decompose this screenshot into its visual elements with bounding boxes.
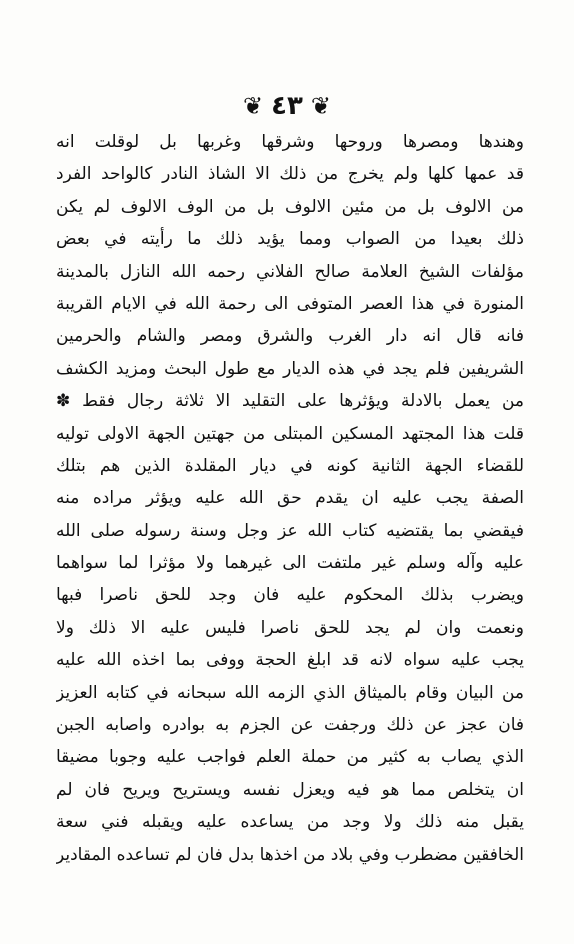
left-ornament-icon: ❦ [243, 92, 264, 120]
text-line: فان عجز عن ذلك ورجفت عن الجزم به بوادره واصابه الجبن [56, 715, 524, 736]
page-header [0, 88, 574, 124]
text-line: مؤلفات الشيخ العلامة صالح الفلاني رحمه الله النازل بالمدينة [56, 261, 524, 282]
text-line: ذلك بعيدا من الصواب ومما يؤيد ذلك ما رأيته في بعض [56, 229, 524, 250]
text-line: قلت هذا المجتهد المسكين المبتلى من جهتين الجهة الاولى توليه [56, 423, 524, 444]
text-line: المنورة في هذا العصر المتوفى الى رحمة الله في الايام القريبة [56, 293, 524, 314]
text-line: وهندها ومصرها وروحها وشرقها وغربها بل لوقلت انه [56, 132, 524, 152]
text-line: ان يتخلص مما هو فيه ويعزل نفسه ويستريح ويريح فان لم [56, 779, 524, 800]
text-line: من البيان وقام بالميثاق الذي الزمه الله سبحانه في كتابه العزيز [56, 682, 524, 703]
page-number: ٤٣ [271, 91, 303, 121]
text-line: الخافقين مضطرب وفي بلاد من اخذها بدل فان لم تساعده المقادير [56, 844, 524, 865]
text-line: للقضاء الجهة الثانية كونه في ديار المقلدة الذين هم بتلك [56, 455, 524, 476]
text-line: من الالوف بل من مئين الالوف بل من الوف الالوف لم يكن [56, 196, 524, 217]
text-line: ويضرب بذلك المحكوم عليه فان وجد للحق ناصرا فبها [56, 585, 524, 606]
text-line: فانه قال انه دار الغرب والشرق ومصر والشام والحرمين [56, 326, 524, 347]
text-line: يقبل منه ذلك ولا وجد من يساعده عليه ويقبله فني سعة [56, 812, 524, 833]
text-line: الشريفين فلم يجد في هذه الديار مع طول البحث ومزيد الكشف [56, 358, 524, 379]
text-line: الذي يصاب به كثير من حملة العلم فواجب عليه وجوبا مضيقا [56, 747, 524, 768]
text-line: يجب عليه سواه لانه قد ابلغ الحجة ووفى بما اخذه الله عليه [56, 650, 524, 671]
text-line: فيقضي بما يقتضيه كتاب الله عز وجل وسنة رسوله صلى الله [56, 520, 524, 541]
text-line: الصفة يجب عليه ان يقدم حق الله عليه ويؤثر مراده منه [56, 488, 524, 509]
body-text [56, 126, 524, 871]
text-line: من يعمل بالادلة ويؤثرها على التقليد الا ثلاثة رجال فقط ✽ [56, 391, 524, 412]
text-line: عليه وآله وسلم غير ملتفت الى غيرهما ولا مؤثرا لما سواهما [56, 553, 524, 574]
text-line: قد عمها كلها ولم يخرج من ذلك الا الشاذ النادر كالواحد الفرد [56, 164, 524, 185]
right-ornament-icon: ❦ [310, 92, 331, 120]
text-line: ونعمت وان لم يجد للحق ناصرا فليس عليه الا ذلك ولا [56, 617, 524, 638]
